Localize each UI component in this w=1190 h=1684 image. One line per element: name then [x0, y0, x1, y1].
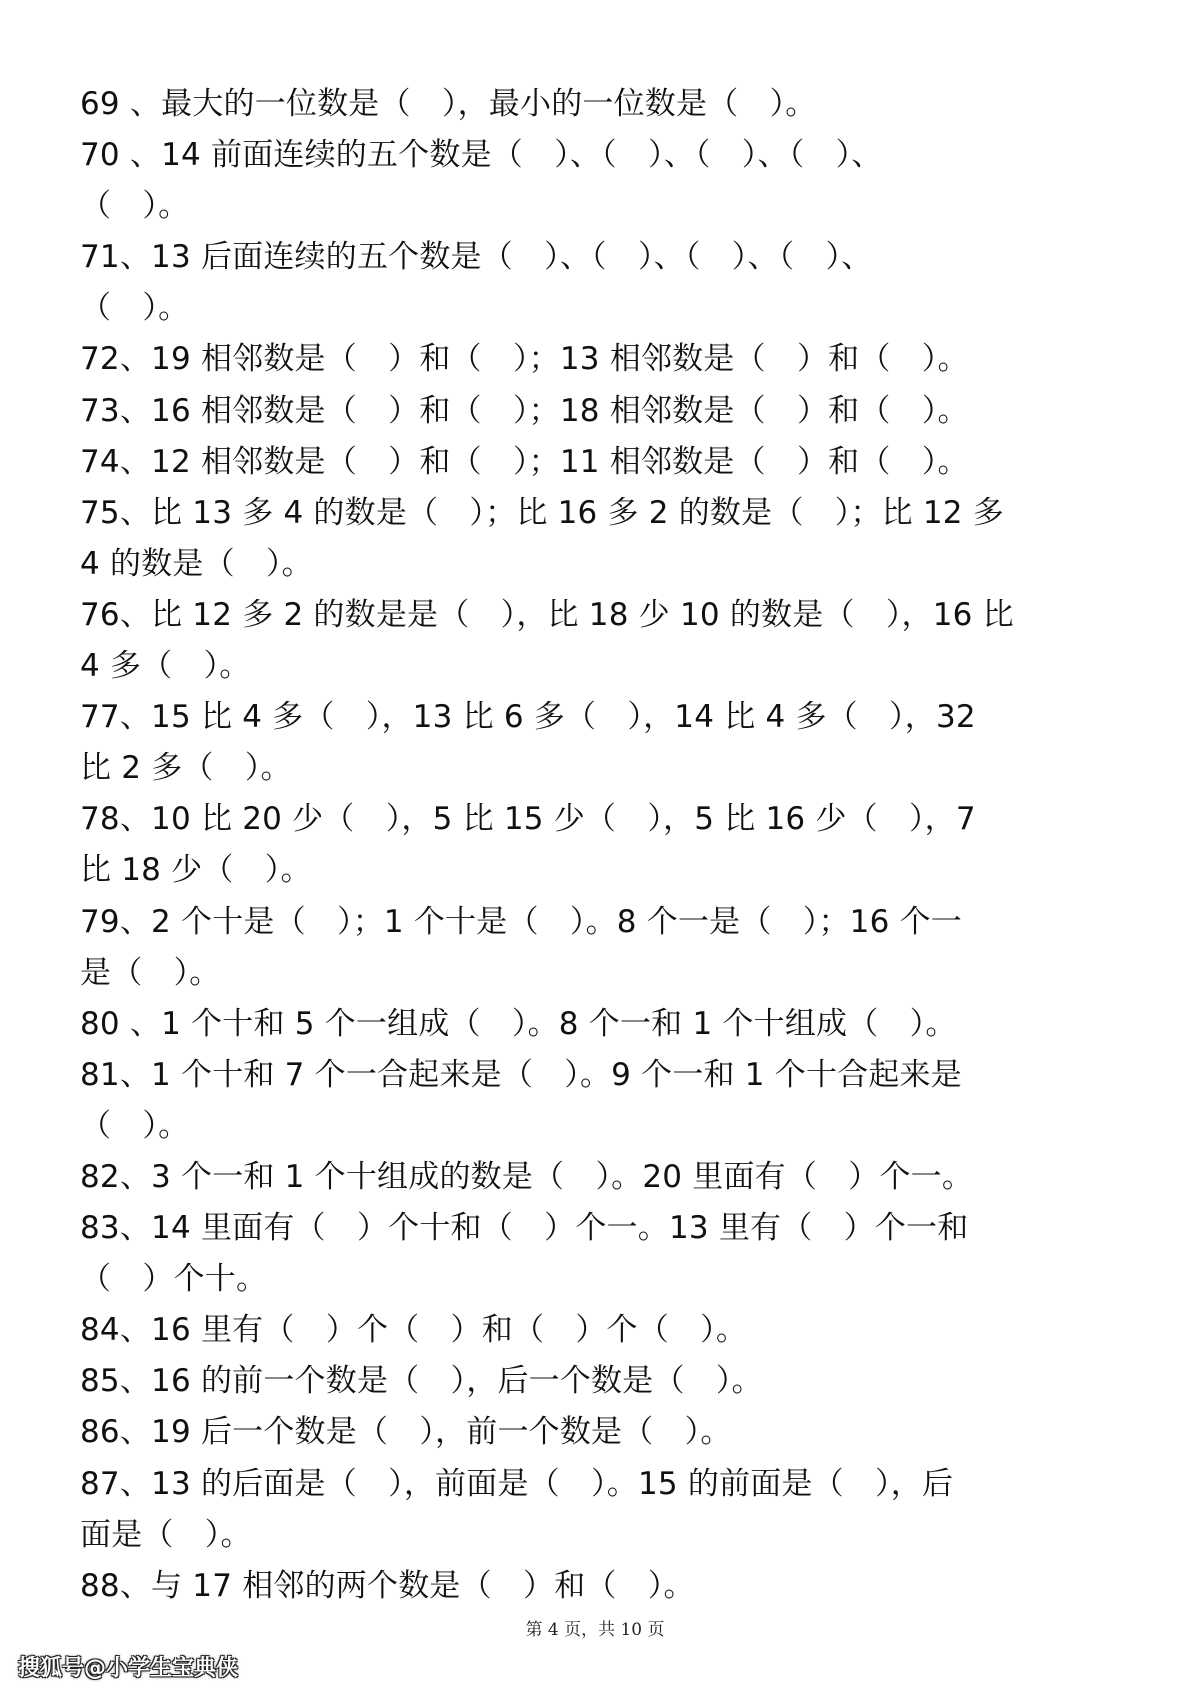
question-text: 72、19 相邻数是（ ）和（ ）；13 相邻数是（ ）和（ ）。: [80, 341, 969, 378]
question-list: [80, 79, 1115, 1612]
question-text: 75、比 13 多 4 的数是（ ）；比 16 多 2 的数是（ ）；比 12 多: [80, 494, 1004, 531]
question-text: 86、19 后一个数是（ ），前一个数是（ ）。: [80, 1414, 732, 1451]
page-footer: 第 4 页，共 10 页: [525, 1620, 665, 1640]
source-watermark: 搜狐号@小学生宝典侠: [18, 1656, 239, 1681]
question-text: 71、13 后面连续的五个数是（ ）、（ ）、（ ）、（ ）、: [80, 239, 873, 276]
question-continuation: 比 2 多（ ）。: [80, 750, 292, 787]
question-continuation: 4 的数是（ ）。: [80, 545, 313, 582]
question-text: 78、10 比 20 少（ ），5 比 15 少（ ），5 比 16 少（ ），7: [80, 801, 976, 838]
question-continuation: 面是（ ）。: [80, 1516, 252, 1553]
question-text: 81、1 个十和 7 个一合起来是（ ）。9 个一和 1 个十合起来是: [80, 1056, 962, 1093]
question-continuation: 比 18 少（ ）。: [80, 852, 312, 889]
question-text: 77、15 比 4 多（ ），13 比 6 多（ ），14 比 4 多（ ），32: [80, 699, 976, 736]
question-continuation: （ ）。: [80, 188, 190, 225]
question-continuation: 是（ ）。: [80, 954, 221, 991]
question-text: 74、12 相邻数是（ ）和（ ）；11 相邻数是（ ）和（ ）。: [80, 443, 969, 480]
question-text: 88、与 17 相邻的两个数是（ ）和（ ）。: [80, 1567, 695, 1604]
question-text: 80 、1 个十和 5 个一组成（ ）。8 个一和 1 个十组成（ ）。: [80, 1005, 957, 1042]
question-text: 83、14 里面有（ ）个十和（ ）个一。13 里有（ ）个一和: [80, 1210, 969, 1247]
question-text: 82、3 个一和 1 个十组成的数是（ ）。20 里面有（ ）个一。: [80, 1158, 974, 1195]
question-text: 84、16 里有（ ）个（ ）和（ ）个（ ）。: [80, 1312, 748, 1349]
question-text: 69 、最大的一位数是（ ），最小的一位数是（ ）。: [80, 86, 817, 122]
question-text: 85、16 的前一个数是（ ），后一个数是（ ）。: [80, 1363, 763, 1400]
question-continuation: （ ）个十。: [80, 1261, 268, 1298]
question-text: 87、13 的后面是（ ），前面是（ ）。15 的前面是（ ），后: [80, 1465, 954, 1502]
question-text: 79、2 个十是（ ）；1 个十是（ ）。8 个一是（ ）；16 个一: [80, 903, 962, 940]
question-continuation: （ ）。: [80, 1107, 190, 1144]
question-text: 76、比 12 多 2 的数是是（ ），比 18 少 10 的数是（ ），16 比: [80, 596, 1014, 633]
question-text: 73、16 相邻数是（ ）和（ ）；18 相邻数是（ ）和（ ）。: [80, 392, 969, 429]
question-text: 70 、14 前面连续的五个数是（ ）、（ ）、（ ）、（ ）、: [80, 137, 883, 174]
question-continuation: （ ）。: [80, 290, 190, 327]
question-continuation: 4 多（ ）。: [80, 648, 251, 685]
